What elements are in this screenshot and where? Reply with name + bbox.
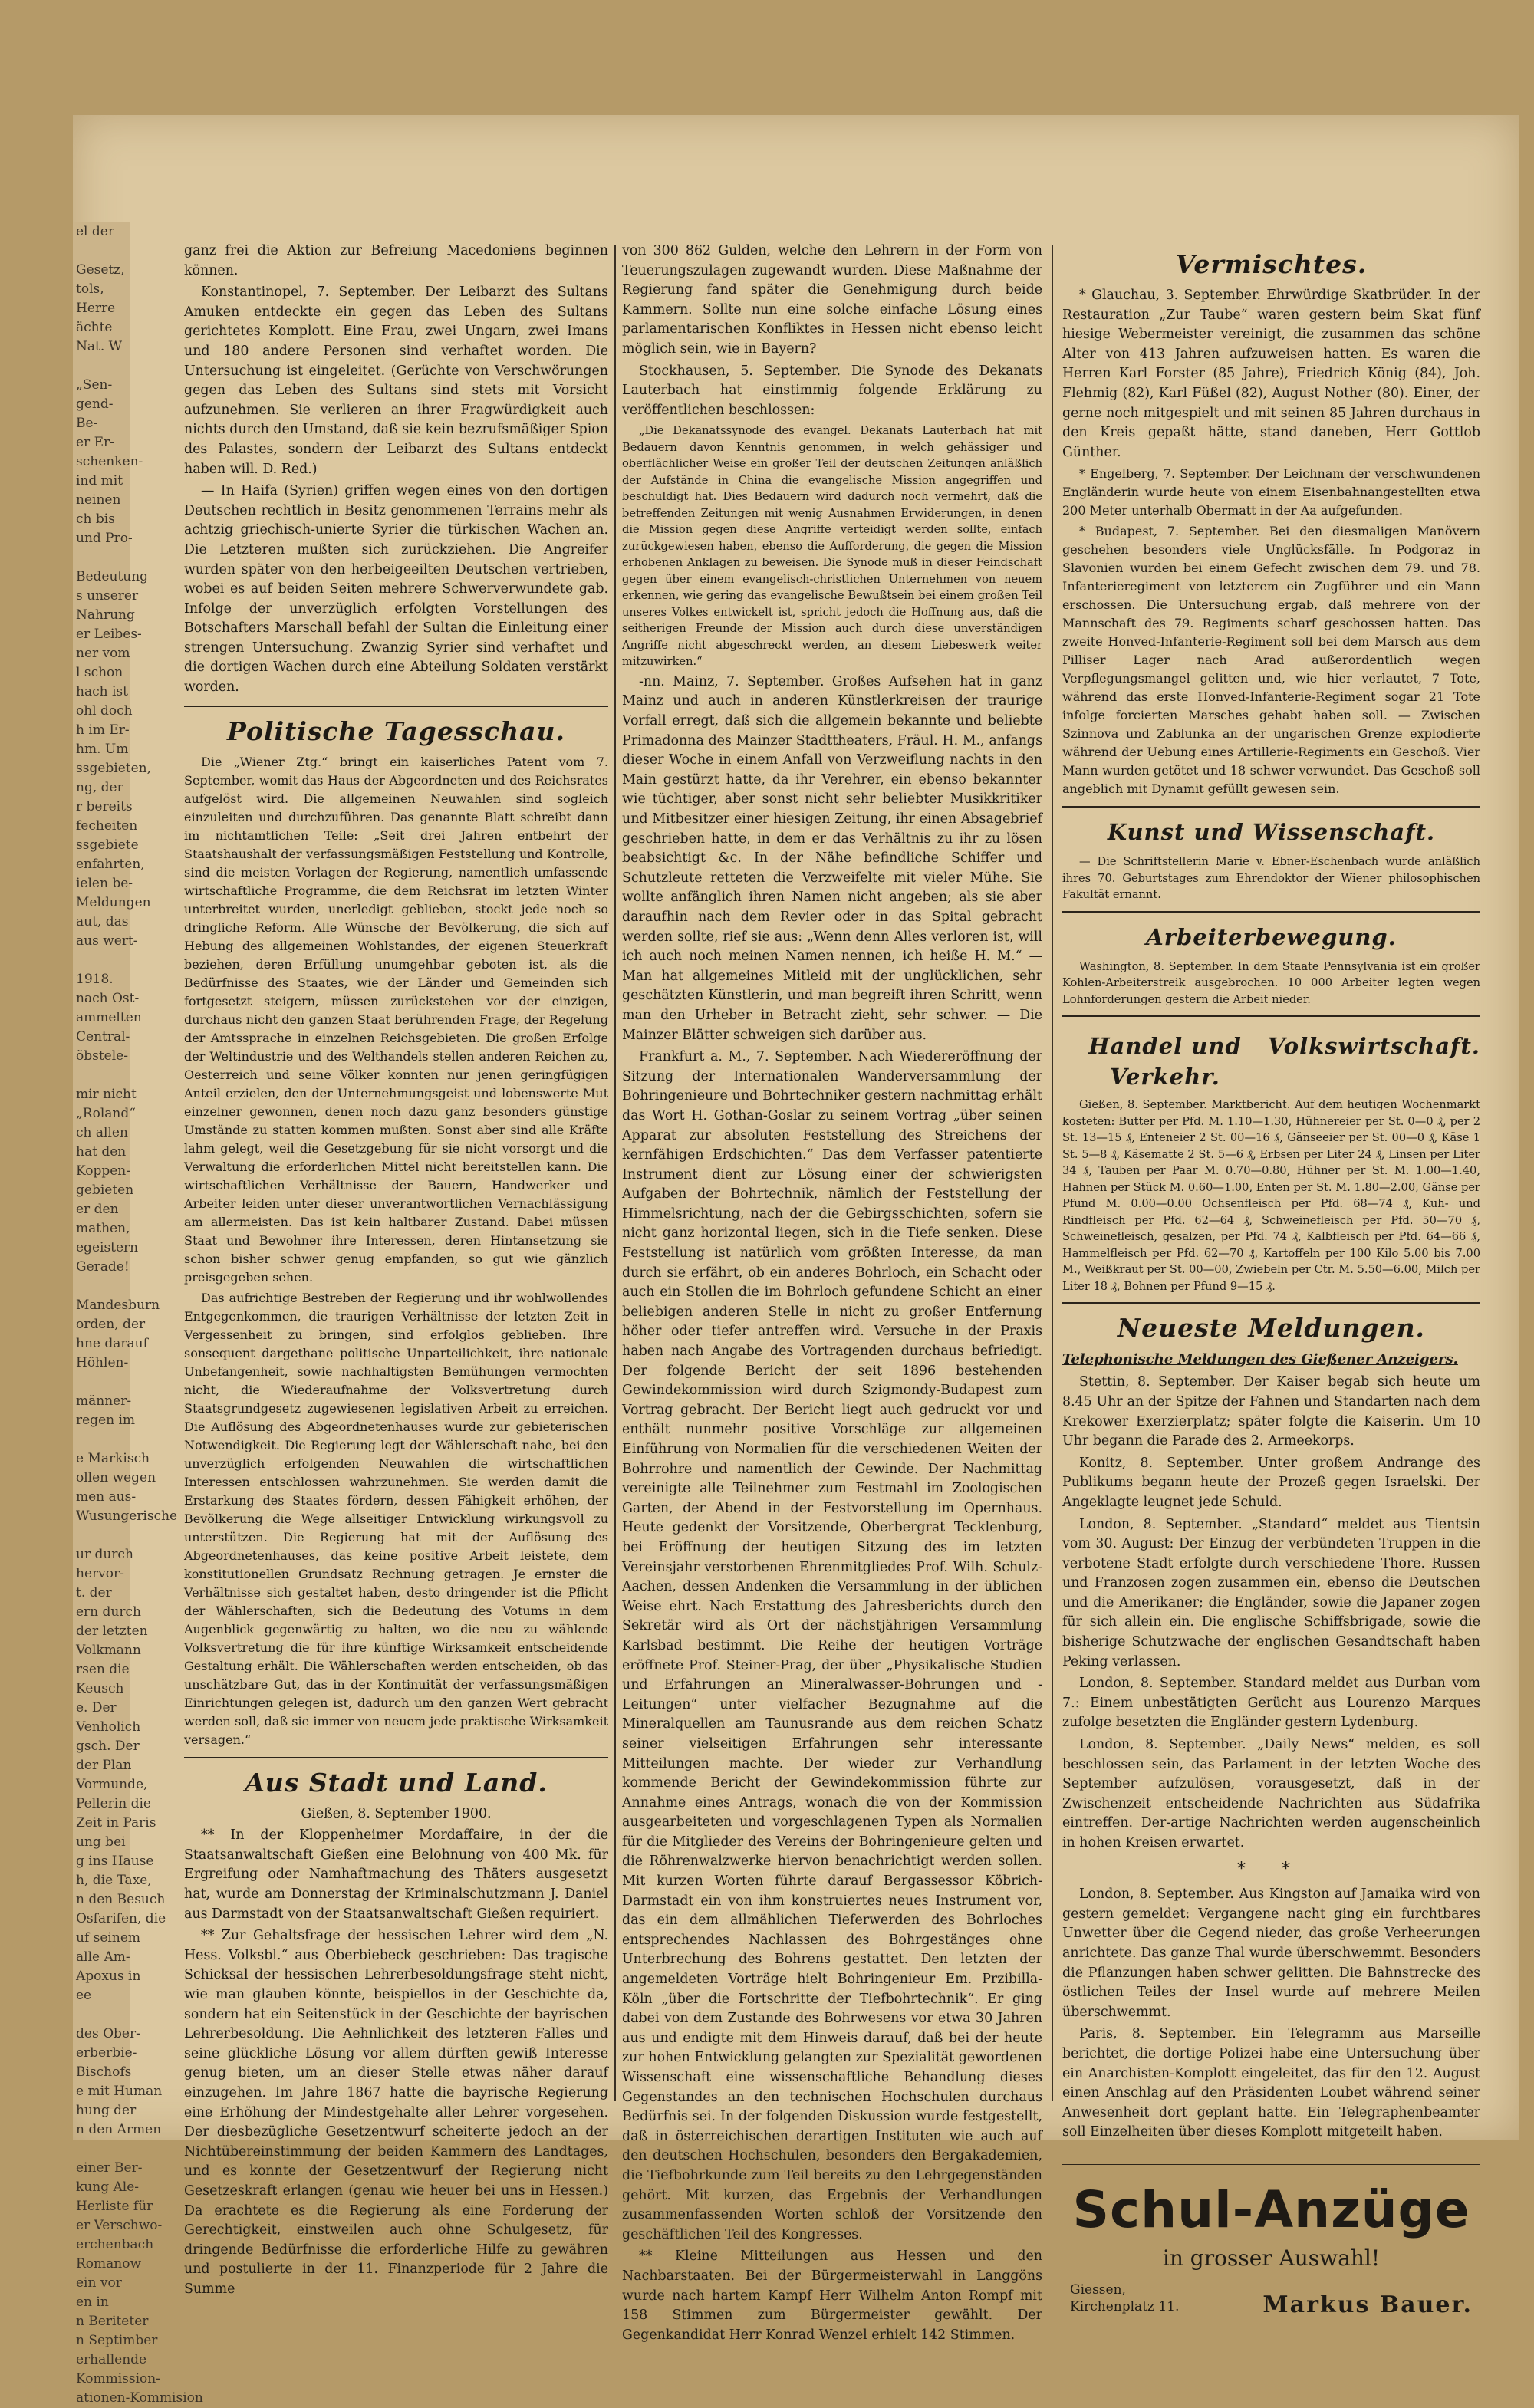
bleed-text-line: 1918. (76, 972, 114, 987)
bleed-text-line: Nat. W (76, 339, 123, 354)
bleed-text-line (76, 242, 130, 261)
bleed-text-line: er den (76, 1202, 119, 1217)
bleed-text-line: „Sen- (76, 377, 113, 393)
article-text: * Glauchau, 3. September. Ehrwürdige Skatbrüder. In der Restauration „Zur Taube“ waren gestern beim Skat fünf hiesige Webermeister vereinigt, die zusammen das schöne Alter von 413 Jahren aufzuweisen hatten. Es waren die Herren Karl Forster (85 Jahre), Friedrich König (84), Joh. Flehmig (82), Karl Füßel (82), August Nother (80). Einer, der gerne noch mitgespielt und mit seinen 85 Jahren durchaus in den Kreis gepaßt hätte, stand daneben, Herr Gottlob Günther. (1062, 288, 1480, 460)
bleed-text-line: e mit Human (76, 2084, 163, 2099)
column-rule (1052, 245, 1053, 2101)
adjacent-page-margin (73, 222, 203, 2406)
bleed-text-line: h im Er- (76, 722, 130, 738)
bleed-text-line: ielen be- (76, 876, 133, 891)
ad-address-city: Giessen, (1070, 2281, 1126, 2298)
newspaper-page (73, 115, 1519, 2406)
bleed-text-line: t. der (76, 1585, 112, 1600)
bleed-text-line: n Beriteter (76, 2314, 149, 2329)
bleed-text-line: ein vor (76, 2275, 122, 2291)
bleed-text-line: ammelten (76, 1010, 142, 1025)
news-item: Paris, 8. September. Ein Telegramm aus Marseille berichtet, die dortige Polizei habe eine Untersuchung über ein Anarchisten-Komplott eingeleitet, das für den 12. August einen Anschlag auf den Präsidenten Loubet während seiner Anwesenheit dort geplant hatte. Ein Telegraphenbeamter soll Einzelheiten über dieses Komplott mitgeteilt haben. (1062, 2026, 1480, 2140)
column-rule (614, 245, 616, 2101)
bleed-text-line: Herre (76, 301, 116, 316)
bleed-text-line: Zeit in Paris (76, 1815, 156, 1831)
column-1 (184, 242, 608, 2297)
bleed-text-line: der Plan (76, 1758, 132, 1773)
bleed-text-line: s unserer (76, 588, 139, 604)
bleed-text-line: und Pro- (76, 531, 133, 546)
bleed-text-line: Osfarifen, die (76, 1911, 166, 1926)
bleed-text-line (76, 2005, 130, 2025)
quoted-declaration: „Die Dekanatssynode des evangel. Dekanats Lauterbach hat mit Bedauern davon Kenntnis genommen, in welch gehässiger und oberflächlicher Weise ein großer Teil der deutschen Zeitungen anläßlich der Aufstände in China die evangelische Mission angegriffen und beschuldigt hat. Dies Bedauern wird dadurch noch vermehrt, daß die betreffenden Zeitungen mit wenig Ausnahmen Erwiderungen, in denen die Mission gegen diese Angriffe verteidigt werden sollte, einfach zurückgewiesen haben, ebenso die Aufforderung, die gegen die Mission erhobenen Anklagen zu beweisen. Die Synode muß in dieser Feindschaft gegen über einem evangelisch-christlichen Unternehmen von neuem erkennen, wie gering das evangelische Bewußtsein bei einem großen Teil unseres Volkes entwickelt ist, spricht jedoch die Hoffnung aus, daß die seitherigen Freunde der Mission auch durch diese unverständigen Angriffe nicht abgeschreckt werden, an diesem Liebeswerk weiter mitzuwirken.“ (622, 424, 1042, 669)
bleed-text-line: kung Ale- (76, 2179, 140, 2195)
bleed-text-line: r bereits (76, 799, 133, 814)
bleed-text-line: uf seinem (76, 1930, 140, 1946)
bleed-text-line: Vormunde, (76, 1777, 148, 1792)
bleed-text-line: regen im (76, 1413, 136, 1428)
bleed-text-line (76, 357, 130, 376)
bleed-text-line: ohl doch (76, 703, 133, 719)
bleed-text-line (76, 1526, 130, 1545)
bleed-text-line: erhallende (76, 2352, 147, 2367)
bleed-text-line: e Markisch (76, 1451, 150, 1466)
bleed-text-line: des Ober- (76, 2026, 140, 2041)
bleed-text-line (76, 1277, 130, 1296)
article-text: — In Haifa (Syrien) griffen wegen eines von den dortigen Deutschen rechtlich in Besitz genommenen Terrains mehr als achtzig griechisch-unierte Syrier die türkischen Wachen an. Die Letzteren mußten sich zurückziehen. Die Angreifer wurden später von den herbeigeeilten Deutschen vertrieben, wobei es auf beiden Seiten mehrere Schwerverwundete gab. Infolge der unverzüglich erfolgten Vorstellungen des Botschafters Marschall befahl der Sultan die Einleitung einer strengen Untersuchung. Zwanzig Syrier sind verhaftet und die dortigen Wachen durch eine Abteilung Soldaten verstärkt worden. (184, 483, 608, 696)
bleed-text-line: hne darauf (76, 1336, 148, 1351)
double-heading (1062, 1026, 1480, 1097)
bleed-text-line: Bischofs (76, 2064, 132, 2080)
bleed-text-line: ch bis (76, 512, 115, 527)
ad-address-street: Kirchenplatz 11. (1070, 2298, 1180, 2314)
section-divider (1062, 1302, 1480, 1304)
bleed-text-line: ung bei (76, 1834, 126, 1850)
bleed-text-line: Gesetz, (76, 262, 125, 278)
bleed-text-line: männer- (76, 1393, 132, 1409)
bleed-text-line: neinen (76, 492, 121, 508)
bleed-text-line: ächte (76, 320, 113, 335)
bleed-text-line: rsen die (76, 1662, 130, 1677)
bleed-text-line: Pellerin die (76, 1796, 151, 1811)
section-heading-volkswirtschaft: Volkswirtschaft. (1267, 1033, 1480, 1060)
bleed-text-line: mathen, (76, 1221, 130, 1236)
bleed-text-line: Romanow (76, 2256, 142, 2271)
bleed-text-line: Keusch (76, 1681, 124, 1696)
news-item: London, 8. September. „Standard“ meldet aus Tientsin vom 30. August: Der Einzug der verbündeten Truppen in die verbotene Stadt erfolgte durch verschiedene Thore. Russen und Franzosen zogen zusammen ein, ebenso die Deutschen und die Amerikaner; die Engländer, sowie die Japaner zogen für sich allein ein. Die englische Schiffsbrigade, sowie die bisherige Schutzwache der englischen Gesandtschaft haben Peking verlassen. (1062, 1516, 1480, 1669)
article-text: ** In der Kloppenheimer Mordaffaire, in der die Staatsanwaltschaft Gießen eine Belohnung von 400 Mk. für Ergreifung oder Namhaftmachung des Thäters ausgesetzt hat, wurde am Donnerstag der Kriminalschutzmann J. Daniel aus Darmstadt von der Staatsanwaltschaft Gießen requiriert. (184, 1827, 608, 1922)
ad-footer (1062, 2281, 1480, 2319)
bleed-text-line: l schon (76, 665, 123, 680)
section-heading-vermischtes: Vermischtes. (1175, 249, 1368, 279)
bleed-text-line: öbstele- (76, 1048, 128, 1064)
news-item: Stettin, 8. September. Der Kaiser begab sich heute um 8.45 Uhr an der Spitze der Fahnen und Standarten nach dem Krekower Exerzierplatz; später folgte die Kaiserin. Um 10 Uhr begann die Parade des 2. Armeekorps. (1062, 1374, 1480, 1449)
bleed-text-line: schenken- (76, 454, 143, 469)
bleed-text-line: Apoxus in (76, 1969, 141, 1984)
section-heading-handel-und-verkehr: Handel und Verkehr. (1088, 1033, 1242, 1091)
article-text: Stockhausen, 5. September. Die Synode des Dekanats Lauterbach hat einstimmig folgende Erklärung zu veröffentlichen beschlossen: (622, 363, 1042, 418)
news-item: Konitz, 8. September. Unter großem Andrange des Publikums begann heute der Prozeß gegen Israelski. Der Angeklagte leugnet jede Schuld. (1062, 1455, 1480, 1510)
column-2 (622, 242, 1042, 2343)
article-text: ** Zur Gehaltsfrage der hessischen Lehrer wird dem „N. Hess. Volksbl.“ aus Oberbiebeck geschrieben: Das tragische Schicksal der hessischen Lehrerbesoldungsfrage steht nicht, wie man glauben könnte, beispiellos in der Geschichte da, sondern hat ein Seitenstück in der Geschichte der bayrischen Lehrerbesoldung. Die Aehnlichkeit des letzteren Falles und seine glückliche Lösung vor allem dürften gewiß Interesse genug bieten, um an dieser Stelle etwas näher darauf einzugehen. Im Jahre 1867 hatte die bayrische Regierung eine Erhöhung der Mindestgehalte aller Lehrer vorgesehen. Der diesbezügliche Gesetzentwurf scheiterte jedoch an der Nichtübereinstimmung der beiden Kammern des Landtages, und es konnte der Gesetzentwurf der Regierung nicht Gesetzeskraft erlangen (genau wie heuer bei uns in Hessen.) Da erachtete es die Regierung als eine Forderung der Gerechtigkeit, einstweilen auch ohne Schulgesetz, für dringende Bedürfnisse die erforderliche Hilfe zu gewähren und postulierte in der 11. Finanzperiode für 2 Jahre die Summe (184, 1928, 608, 2297)
bleed-text-line: Gerade! (76, 1259, 130, 1275)
bleed-text-line: n den Armen (76, 2122, 162, 2137)
section-heading-arbeiterbewegung: Arbeiterbewegung. (1146, 923, 1397, 950)
bleed-text-line: el der (76, 224, 114, 239)
bleed-text-line: er Er- (76, 435, 114, 450)
advertisement (1062, 2163, 1480, 2319)
bleed-text-line: aus wert- (76, 933, 138, 949)
news-item: London, 8. September. Standard meldet aus Durban vom 7.: Einem unbestätigten Gerücht aus Lourenzo Marques zufolge besetzten die Engländer gestern Lydenburg. (1062, 1676, 1480, 1731)
bleed-text-line: ch allen (76, 1125, 128, 1140)
subheading-telephonische-meldungen: Telephonische Meldungen des Gießener Anzeigers. (1062, 1351, 1458, 1368)
bleed-text-line: ur durch (76, 1547, 133, 1562)
column-3 (1062, 242, 1480, 2319)
article-text: Washington, 8. September. In dem Staate Pennsylvania ist ein großer Kohlen-Arbeiterstreik ausgebrochen. 10 000 Arbeiter legten wegen Lohnforderungen gestern die Arbeit nieder. (1062, 959, 1480, 1006)
market-report: Gießen, 8. September. Marktbericht. Auf dem heutigen Wochenmarkt kosteten: Butter per Pfd. M. 1.10—1.30, Hühnereier per St. 0—0 ₰, per 2 St. 13—15 ₰, Enteneier 2 St. 00—16 ₰, Gänseeier per St. 00—0 ₰, Käse 1 St. 5—8 ₰, Käsematte 2 St. 5—6 ₰, Erbsen per Liter 24 ₰, Linsen per Liter 34 ₰, Tauben per Paar M. 0.70—0.80, Hühner per St. M. 1.00—1.40, Hahnen per Stück M. 0.60—1.00, Enten per St. M. 1.80—2.00, Gänse per Pfund M. 0.00—0.00 Ochsenfleisch per Pfd. 68—74 ₰, Kuh- und Rindfleisch per Pfd. 62—64 ₰, Schweinefleisch per Pfd. 50—70 ₰, Schweinefleisch, gesalzen, per Pfd. 74 ₰, Kalbfleisch per Pfd. 64—66 ₰, Hammelfleisch per Pfd. 62—70 ₰, Kartoffeln per 100 Kilo 5.00 bis 7.00 M., Weißkraut per St. 00—00, Zwiebeln per Ctr. M. 5.50—6.00, Milch per Liter 18 ₰, Bohnen per Pfund 9—15 ₰. (1062, 1098, 1480, 1293)
bleed-text-line: der letzten (76, 1623, 148, 1639)
ad-subtitle: in grosser Auswahl! (1162, 2245, 1381, 2271)
bleed-text-line: Venholich (76, 1719, 141, 1735)
bleed-text-line: h, die Taxe, (76, 1873, 152, 1888)
section-heading-neueste-meldungen: Neueste Meldungen. (1117, 1313, 1426, 1344)
bleed-text-line: aut, das (76, 914, 129, 929)
bleed-text-line: fecheiten (76, 818, 138, 834)
article-text: Die „Wiener Ztg.“ bringt ein kaiserliches Patent vom 7. September, womit das Haus der Abgeordneten und des Reichsrates aufgelöst wird. Die allgemeinen Neuwahlen sind sogleich einzuleiten und durchzuführen. Das genannte Blatt schreibt dann im nichtamtlichen Teile: „Seit drei Jahren entbehrt der Staatshaushalt der verfassungsmäßigen Feststellung und Kontrolle, sind die meisten Vorlagen der Regierung, namentlich umfassende wirtschaftliche Programme, die dem Reichsrat im letzten Winter unterbreitet wurden, unerledigt geblieben, stockt jede noch so dringliche Reform. Alle Wünsche der Bevölkerung, die sich auf Hebung des allgemeinen Wohlstandes, der eigenen Steuerkraft beziehen, deren Erfüllung unumgehbar geboten ist, als die Bedürfnisse des Staates, wie der Länder und Gemeinden sich fortgesetzt steigern, müssen zurückstehen vor der einzigen, durchaus nicht den ganzen Staat berührenden Frage, der Regelung der Amtssprache in einzelnen Reichsgebieten. Die großen Erfolge der Weltindustrie und des Welthandels stellen anderen Reichen zu, Oesterreich und seine Völker konnten nur jenen geringfügigen Anteil erzielen, den der Unternehmungsgeist und lobenswerte Mut einzelner gewonnen, denen noch dazu ganz besonders günstige Umstände zu statten kommen mußten. Sonst aber sind alle Kräfte lahm gelegt, weil die Gesetzgebung für sie nicht vorsorgt und die Verwaltung die erforderlichen Mittel nicht bereitstellen kann. Die wirtschaftlichen Verhältnisse der Bauern, Handwerker und Arbeiter leiden unter dieser unverantwortlichen Vernachlässigung am allermeisten. Das ist kein haltbarer Zustand. Dabei müssen Staat und Bewohner ihre Interessen, deren Hintansetzung sie schon bisher schwer genug empfanden, so gut wie gänzlich preisgegeben sehen. (184, 754, 608, 1285)
section-heading-kunst-und-wissenschaft: Kunst und Wissenschaft. (1107, 819, 1436, 846)
bleed-text-line: ollen wegen (76, 1470, 156, 1485)
article-text: — Die Schriftstellerin Marie v. Ebner-Eschenbach wurde anläßlich ihres 70. Geburtstages zum Ehrendoktor der Wiener philosophischen Fakultät ernannt. (1062, 855, 1480, 902)
bleed-text-line: orden, der (76, 1317, 146, 1332)
bleed-text-line (76, 2140, 130, 2159)
article-text: -nn. Mainz, 7. September. Großes Aufsehen hat in ganz Mainz und auch in anderen Künstlerkreisen der traurige Vorfall erregt, daß sich die allgemein bekannte und beliebte Primadonna des Mainzer Stadttheaters, Fräul. H. M., anfangs dieser Woche in einem Anfall von Verzweiflung nachts in den Main gestürzt hatte, da ihr Verehrer, ein ebenso bekannter wie tüchtiger, aber sonst nicht sehr beliebter Musikkritiker und Mitbesitzer einer hiesigen Zeitung, ihr einen Absagebrief geschrieben hatte, in dem er das Verhältnis zu ihr zu lösen beabsichtigt &c. In der Nähe befindliche Schiffer und Schutzleute retteten die Verzweifelte mit vieler Mühe. Sie wollte anfänglich ihren Namen nicht angeben; als sie aber daraufhin nach dem Revier oder in das Spital gebracht werden sollte, rief sie aus: „Wenn denn Alles verloren ist, will ich auch noch meinen Namen nennen, ich heiße H. M.“ — Man hat allgemeines Mitleid mit der unglücklichen, sehr geschätzten Künstlerin, und man begreift ihren Schritt, wenn man den Urheber in Betracht zieht, sehr schwer. — Die Mainzer Blätter schweigen sich darüber aus. (622, 673, 1042, 1043)
bleed-text-line: hung der (76, 2103, 137, 2118)
ad-title: Schul-Anzüge (1072, 2179, 1470, 2239)
bleed-text-line: men aus- (76, 1489, 137, 1505)
bleed-text-line: er Verschwo- (76, 2218, 163, 2233)
bleed-text-line: Central- (76, 1029, 130, 1044)
article-text: * Budapest, 7. September. Bei den diesmaligen Manövern geschehen besonders viele Unglücksfälle. In Podgoraz in Slavonien wurden bei einem Gefecht zwischen dem 79. und 78. Infanterieregiment von letzterem ein Zugführer und ein Mann erschossen. Die Untersuchung ergab, daß mehrere von der Mannschaft des 79. Regiments scharf geschossen hatten. Das zweite Honved-Infanterie-Regiment soll bei dem Marsch aus dem Pilliser Lager nach Arad außerordentlich wegen Verpflegungsmangel gelitten und, wie hier verlautet, 7 Tote, während das erste Honved-Infanterie-Regiment sogar 21 Tote infolge forcierten Marsches gehabt haben soll. — Zwischen Szinnova und Zablunka an der ungarischen Grenze explodierte während der Uebung eines Artillerie-Regiments ein Geschoß. Vier Mann wurden getötet und 18 schwer verwundet. Das Geschoß soll angeblich mit Dynamit gefüllt gewesen sein. (1062, 524, 1480, 797)
bleed-text-line: gsch. Der (76, 1739, 140, 1754)
bleed-text-line: Koppen- (76, 1163, 130, 1179)
bleed-text-line: gebieten (76, 1183, 134, 1198)
bleed-text-line: Bedeutung (76, 569, 149, 584)
article-text: Konstantinopel, 7. September. Der Leibarzt des Sultans Amuken entdeckte ein gegen das Leben des Sultans gerichtetes Komplott. Eine Frau, zwei Ungarn, zwei Imans und 180 andere Personen sind verhaftet worden. Die Untersuchung ist eingeleitet. (Gerüchte von Verschwörungen gegen das Leben des Sultans sind stets mit Vorsicht aufzunehmen. Sie verlieren an ihrer Fragwürdigkeit auch nichts durch den Umstand, daß sie kein bezrufsmäßiger Spion des Palastes, sondern der Leibarzt des Sultans entdeckt haben will. D. Red.) (184, 285, 608, 477)
section-divider (1062, 1015, 1480, 1017)
bleed-text-line: e. Der (76, 1700, 117, 1716)
ad-firm-name: Markus Bauer. (1262, 2291, 1473, 2319)
dateline: Gießen, 8. September 1900. (301, 1805, 492, 1821)
section-divider (1062, 806, 1480, 808)
article-text: von 300 862 Gulden, welche den Lehrern in der Form von Teuerungszulagen zugewandt wurden. Diese Maßnahme der Regierung fand später die Genehmigung durch beide Kammern. Sollte nun eine solche einfache Lösung eines parlamentarischen Konfliktes in Hessen nicht ebenso leicht möglich sein, wie in Bayern? (622, 243, 1042, 357)
article-text: Frankfurt a. M., 7. September. Nach Wiedereröffnung der Sitzung der Internationalen Wanderversammlung der Bohringenieure und Bohrtechniker gestern nachmittag erhält das Wort H. Gothan-Goslar zu seinem Vortrag „über seinen Apparat zur absoluten Feststellung des Streichens der kernfähigen Erdschichten.“ Das dem Verfasser patentierte Instrument dient zur Lösung einer der schwierigsten Aufgaben der Bohrtechnik, nämlich der Feststellung der Himmelsrichtung, nach der die Gebirgsschichten, sofern sie nicht ganz horizontal liegen, sich in die Tiefe senken. Diese Feststellung ist natürlich vom größten Interesse, da man durch sie erfährt, ob ein anderes Bohrloch, ein Schacht oder auch ein Stollen die im Bohrloch gefundene Schicht an einer beliebigen anderen Stelle in nicht zu großer Entfernung höher oder tiefer antreffen wird. Versuche in der Praxis haben nach Angabe des Vortragenden durchaus befriedigt. Der folgende Bericht der seit 1896 bestehenden Gewindekommission wird durch Szigmondy-Budapest zum Vortrag gebracht. Der Bericht liegt auch gedruckt vor und enthält nunmehr positive Vorschläge zur allgemeinen Einführung von Normalien für die verschiedenen Weiten der Bohrrohre und namentlich der Gewinde. Der Nachmittag vereinigte alle Teilnehmer zum Festmahl im Zoologischen Garten, der Abend in der Festvorstellung im Opernhaus. Heute gedenkt der Vorsitzende, Oberbergrat Tecklenburg, bei Eröffnung der heutigen Sitzung des im letzten Vereinsjahr verstorbenen Ehrenmitgliedes Prof. Wilh. Schulz-Aachen, dessen Andenken die Versammlung in der üblichen Weise ehrt. Nach Erstattung des Jahresberichts durch den Sekretär wird als Ort der nächstjährigen Versammlung Karlsbad bestimmt. Die Reihe der heutigen Vorträge eröffnete Prof. Steiner-Prag, der über „Physikalische Studien und Erfahrungen an Mineralwasser-Bohrungen und -Leitungen“ unter vielfacher Bezugnahme auf die Mineralquellen am Taunusrande aus dem reichen Schatz seiner vielseitigen Erfahrungen sehr interessante Mitteilungen machte. Der wieder zur Verhandlung kommende Bericht der Gewindekommission führte zur Annahme eines Antrags, wonach die von der Kommission ausgearbeiteten und vorgeschlagenen Typen als Normalien für die Mitglieder des Vereins der Bohringenieure gelten und die Röhrenwalzwerke hiervon benachrichtigt werden sollen. Mit kurzen Worten führte darauf Bergassessor Köbrich-Darmstadt ein von ihm konstruiertes neues Instrument vor, das ein dem allmählichen Tieferwerden des Bohrloches entsprechendes Nachlassen des Bohrgestänges ohne Unterbrechung des Bohrens gestattet. Den letzten der angemeldeten Vorträge hielt Bohringenieur Em. Przibilla-Köln „über die Fortschritte der Tiefbohrtechnik“. Er ging dabei von dem Zustande des Bohrwesens vor etwa 30 Jahren aus und endigte mit dem Hinweis darauf, daß bei der heute zur hohen Entwicklung gelangten zur Spezialität gewordenen Wissenschaft eine wissenschaftliche Behandlung dieses Gegenstandes an den technischen Hochschulen durchaus Bedürfnis sei. In der folgenden Diskussion wurde festgestellt, daß in österreichischen derartigen Instituten wie auch auf den deutschen Hochschulen, besonders den Bergakademien, die Tiefbohrkunde zum Teil bereits zu den Lehrgegenständen gehört. Mit kurzen, das Ergebnis der Verhandlungen zusammenfassenden Worten schloß der Vorsitzende den geschäftlichen Teil des Kongresses. (622, 1049, 1042, 2242)
bleed-text-line: n Septimber (76, 2333, 158, 2348)
bleed-text-line: n den Besuch (76, 1892, 166, 1907)
bleed-text-line: alle Am- (76, 1949, 130, 1965)
bleed-text-line: nach Ost- (76, 991, 140, 1006)
bleed-text-line: ern durch (76, 1604, 141, 1620)
bleed-text-line: ationen-Kommision (76, 2390, 203, 2406)
bleed-text-line: „Roland“ (76, 1106, 136, 1121)
bleed-text-line: ng, der (76, 780, 123, 795)
bleed-text-line: Wusungerische (76, 1508, 178, 1524)
bleed-text-line: mir nicht (76, 1087, 137, 1102)
bleed-text-line: ee (76, 1988, 92, 2003)
ad-address (1070, 2281, 1179, 2315)
article-text: Das aufrichtige Bestreben der Regierung und ihr wohlwollendes Entgegenkommen, die traurigen Verhältnisse der letzten Zeit in Vergessenheit zu bringen, sind erfolglos geblieben. Ihre sonsequent dargethane politische Unparteilichkeit, ihre nationale Unbefangenheit, sowie nachhaltigsten Bemühungen vermochten nicht, die Wiederaufnahme der Volksvertretung durch Staatsgrundgesetz zugewiesenen legislativen Arbeit zu erreichen. Die Auflösung des Abgeordnetenhauses wurde zur gebieterischen Notwendigkeit. Die Regierung legt der Wählerschaft nahe, bei den unverzüglich erfolgenden Neuwahlen die wirtschaftlichen Interessen entschlossen wahrzunehmen. Sie werden damit die Erstarkung des Staates fördern, dessen Fähigkeit erhöhen, der Bevölkerung die Wege allseitiger Entwicklung wirkungsvoll zu unterstützen. Die Regierung hat mit der Auflösung des Abgeordnetenhauses, das keine positive Arbeit leistete, dem konstitutionellen Grundsatz Rechnung getragen. Je ernster die Verhältnisse sich gestaltet haben, desto dringender ist die Pflicht der Wählerschaften, sich die Bedeutung des Votums in dem Augenblick gegenwärtig zu halten, wo die neu zu wählende Volksvertretung die für ihre künftige Wirksamkeit entscheidende Gestaltung erhält. Die Wählerschaften werden entscheiden, ob das unschätzbare Gut, das in der Kontinuität der verfassungsmäßigen Einrichtungen gelegen ist, dadurch um den ganzen Wert gebracht werden soll, daß sie immer von neuem jede praktische Wirksamkeit versagen.“ (184, 1290, 608, 1747)
bleed-text-line: egeistern (76, 1240, 139, 1255)
news-item: London, 8. September. „Daily News“ melden, es soll beschlossen sein, das Parlament in der letzten Woche des September aufzulösen, vorausgesetzt, daß in der Zwischenzeit entscheidende Nachrichten aus Südafrika eintreffen. Der-artige Nachrichten werden augenscheinlich in hohen Kreisen erwartet. (1062, 1737, 1480, 1850)
bleed-text-line: Herliste für (76, 2199, 153, 2214)
bleed-text-line: en in (76, 2295, 109, 2310)
article-text: ganz frei die Aktion zur Befreiung Macedoniens beginnen können. (184, 243, 608, 278)
bleed-text-line: ind mit (76, 473, 123, 489)
news-item: London, 8. September. Aus Kingston auf Jamaika wird von gestern gemeldet: Vergangene nacht ging ein furchtbares Unwetter über die Gegend nieder, das große Verheerungen anrichtete. Das ganze Thal wurde überschwemmt. Besonders die Pflanzungen haben schwer gelitten. Die Bahnstrecke des östlichen Teiles der Insel wurde auf mehrere Meilen überschwemmt. (1062, 1887, 1480, 2020)
bleed-text-line: hervor- (76, 1566, 124, 1581)
bleed-text-line: er Leibes- (76, 627, 142, 642)
separator-stars: * * (1237, 1859, 1305, 1879)
bleed-text-line: gend- (76, 396, 114, 412)
bleed-text-line: hat den (76, 1144, 127, 1160)
bleed-text-line: einer Ber- (76, 2160, 143, 2176)
bleed-text-line (76, 548, 130, 567)
bleed-text-line: Nahrung (76, 607, 135, 623)
bleed-text-line: hm. Um (76, 742, 129, 757)
bleed-text-line: g ins Hause (76, 1854, 154, 1869)
section-heading-politische-tagesschau: Politische Tagesschau. (227, 715, 565, 746)
bleed-text-line: Meldungen (76, 895, 151, 910)
bleed-text-line: hach ist (76, 684, 128, 699)
bleed-text-line: erchenbach (76, 2237, 154, 2252)
bleed-text-line (76, 1430, 130, 1449)
bleed-text-line: erberbie- (76, 2045, 137, 2061)
section-heading-aus-stadt-und-land: Aus Stadt und Land. (245, 1767, 548, 1798)
bleed-text-line: Be- (76, 416, 98, 431)
section-divider (184, 1757, 608, 1758)
bleed-text-line (76, 1066, 130, 1085)
bleed-text-line: Kommission- (76, 2371, 160, 2387)
bleed-text-line (76, 1373, 130, 1392)
section-divider (1062, 911, 1480, 913)
bleed-text-line: ner vom (76, 646, 130, 661)
bleed-text-line: enfahrten, (76, 857, 145, 872)
bleed-text-line: ssgebieten, (76, 761, 152, 776)
article-text: ** Kleine Mitteilungen aus Hessen und den Nachbarstaaten. Bei der Bürgermeisterwahl in Langgöns wurde nach hartem Kampf Herr Wilhelm Anton Rompf mit 158 Stimmen zum Bürgermeister gewählt. Der Gegenkandidat Herr Konrad Wenzel erhielt 142 Stimmen. (622, 2248, 1042, 2343)
section-divider (184, 706, 608, 707)
bleed-text-line: Mandesburn (76, 1298, 160, 1313)
bleed-text-line: Höhlen- (76, 1355, 129, 1370)
bleed-text-line (76, 951, 130, 970)
bleed-text-line: tols, (76, 281, 104, 297)
bleed-text-line: ssgebiete (76, 837, 139, 853)
article-text: * Engelberg, 7. September. Der Leichnam der verschwundenen Engländerin wurde heute von einem Eisenbahnangestellten etwa 200 Meter unterhalb Obermatt in der Aa aufgefunden. (1062, 466, 1480, 518)
bleed-text-line: Volkmann (76, 1643, 141, 1658)
